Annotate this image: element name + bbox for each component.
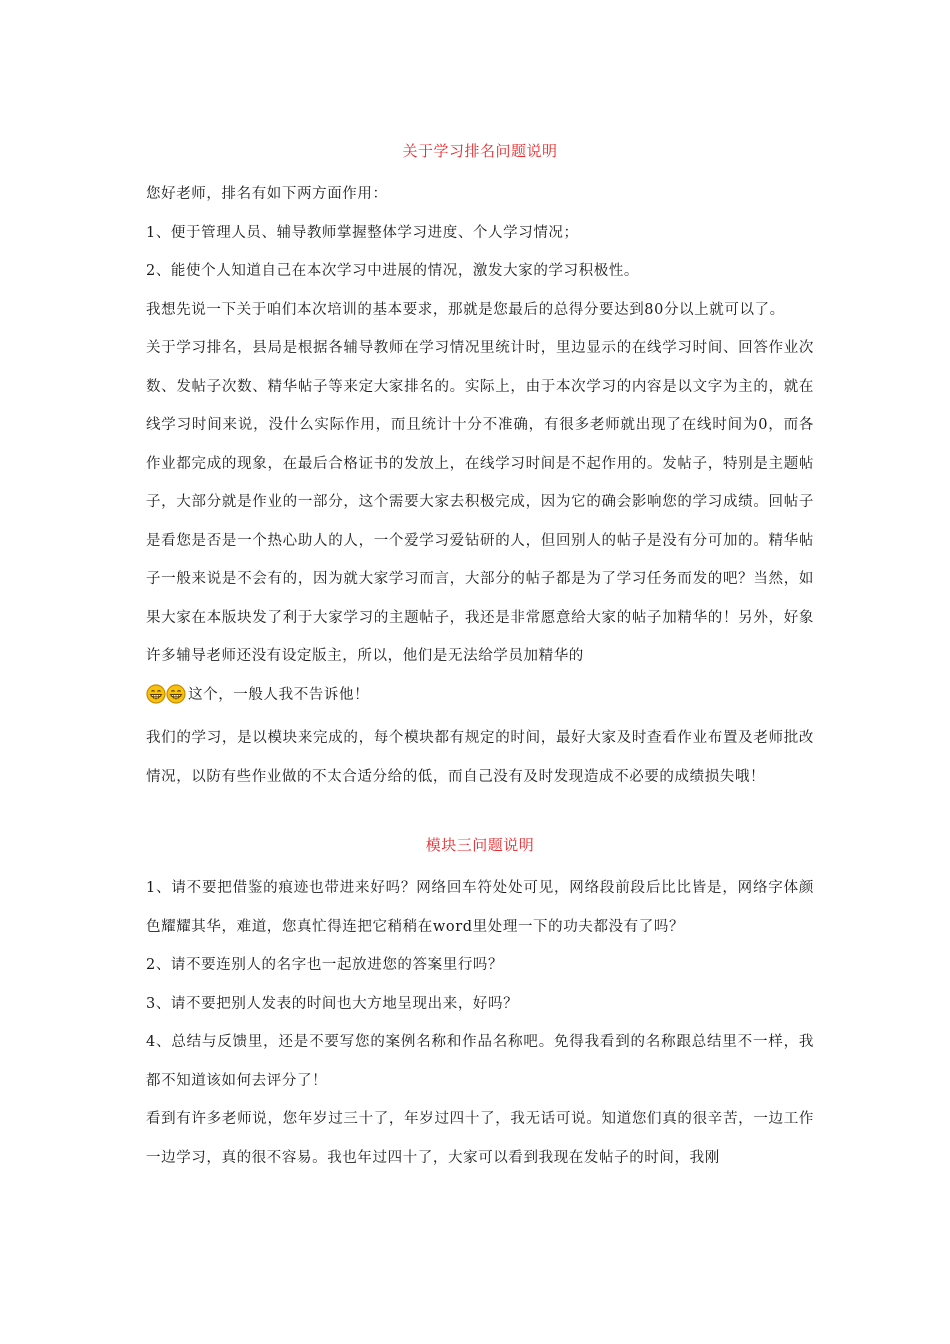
ranking-point-1: 1、便于管理人员、辅导教师掌握整体学习进度、个人学习情况； — [146, 224, 579, 241]
module-point-3: 3、请不要把别人发表的时间也大方地呈现出来，好吗？ — [146, 995, 519, 1012]
module-point-4: 4、总结与反馈里，还是不要写您的案例名称和作品名称吧。免得我看到的名称跟总结里不一样，我都不知道该如何去评分了！ — [146, 1034, 814, 1089]
ranking-explanation-paragraph — [146, 329, 814, 719]
requirement-paragraph: 我想先说一下关于咱们本次培训的基本要求，那就是您最后的总得分要达到80分以上就可以了。 — [146, 301, 785, 318]
section-title-module-three: 模块三问题说明 — [425, 836, 535, 854]
grinning-face-icon — [166, 684, 186, 704]
module-point-2: 2、请不要连别人的名字也一起放进您的答案里行吗？ — [146, 957, 504, 973]
ranking-point-2: 2、能使个人知道自己在本次学习中进展的情况，激发大家的学习积极性。 — [146, 263, 640, 279]
ranking-explanation-text: 关于学习排名，县局是根据各辅导教师在学习情况里统计时，里边显示的在线学习时间、回答作业次数、发帖子次数、精华帖子等来定大家排名的。实际上，由于本次学习的内容是以文字为主的，就在线学习时间来说，没什么实际作用，而且统计十分不准确，有很多老师就出现了在线时间为0，而各作业都完成的现象，在最后合格证书的发放上，在线学习时间是不起作用的。发帖子，特别是主题帖子，大部分就是作业的一部分，这个需要大家去积极完成，因为它的确会影响您的学习成绩。回帖子是看您是否是一个热心助人的人，一个爱学习爱钻研的人，但回别人的帖子是没有分可加的。精华帖子一般来说是不会有的，因为就大家学习而言，大部分的帖子都是为了学习任务而发的吧？当然，如果大家在本版块发了利于大家学习的主题帖子，我还是非常愿意给大家的帖子加精华的！另外，好象许多辅导老师还没有设定版主，所以，他们是无法给学员加精华的 — [146, 340, 814, 664]
section-divider-space — [146, 796, 814, 832]
closing-paragraph: 看到有许多老师说，您年岁过三十了，年岁过四十了，我无话可说。知道您们真的很辛苦，一边工作一边学习，真的很不容易。我也年过四十了，大家可以看到我现在发帖子的时间，我刚 — [146, 1111, 814, 1166]
module-point-1: 1、请不要把借鉴的痕迹也带进来好吗？网络回车符处处可见，网络段前段后比比皆是，网络字体颜色耀耀其华，难道，您真忙得连把它稍稍在word里处理一下的功夫都没有了吗？ — [146, 880, 814, 935]
emoticon-pair — [146, 681, 186, 720]
greeting-paragraph: 您好老师，排名有如下两方面作用： — [146, 186, 388, 202]
section-title-ranking: 关于学习排名问题说明 — [402, 142, 558, 160]
ranking-explanation-tail: 这个，一般人我不告诉他！ — [188, 686, 370, 703]
grinning-face-icon — [146, 684, 166, 704]
module-paragraph: 我们的学习，是以模块来完成的，每个模块都有规定的时间，最好大家及时查看作业布置及老师批改情况，以防有些作业做的不太合适分给的低，而自己没有及时发现造成不必要的成绩损失哦！ — [146, 730, 814, 785]
document-body — [146, 138, 814, 1177]
